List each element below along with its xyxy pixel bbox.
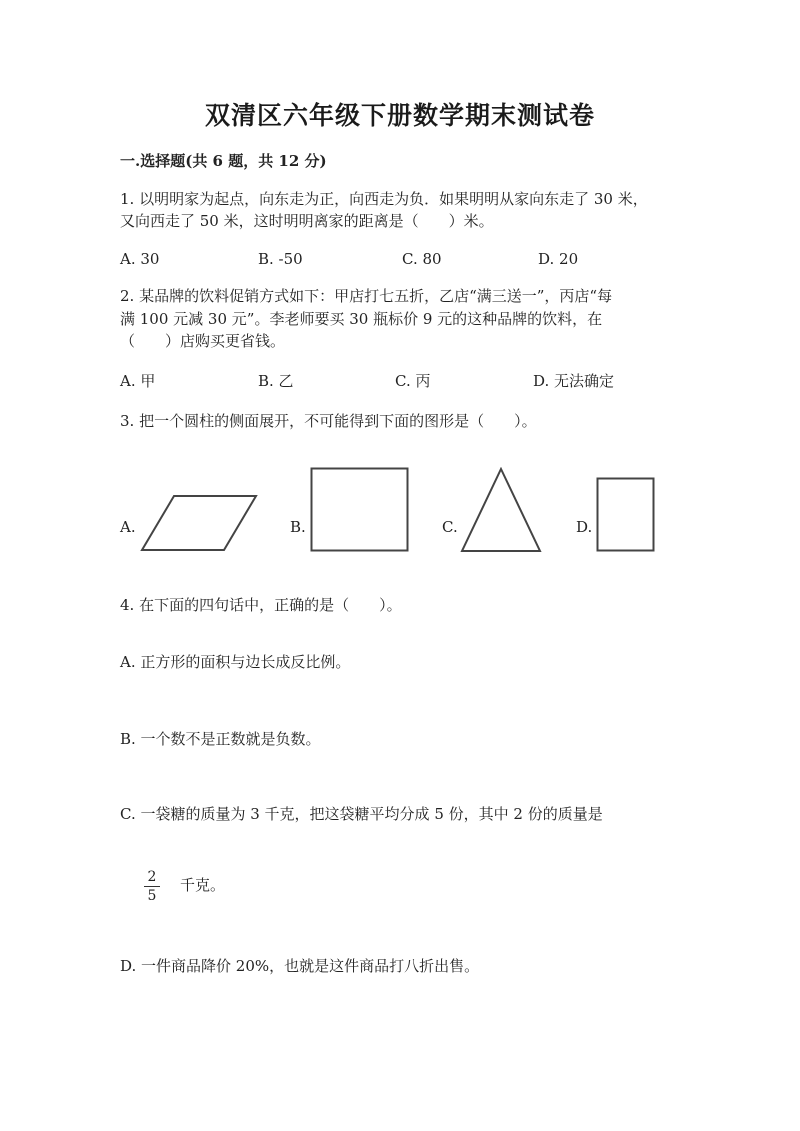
- q1-line-1: 1. 以明明家为起点，向东走为正，向西走为负．如果明明从家向东走了 30 米，: [120, 190, 648, 208]
- q3-label-d[interactable]: D.: [576, 518, 593, 536]
- q3-label-a[interactable]: A.: [120, 518, 136, 536]
- q1-line-2: 又向西走了 50 米，这时明明离家的距离是（ ）米。: [120, 212, 494, 230]
- rectangle-shape: [596, 477, 656, 553]
- q2-line-1: 2. 某品牌的饮料促销方式如下：甲店打七五折，乙店“满三送一”，丙店“每: [120, 287, 613, 305]
- q3-label-b[interactable]: B.: [290, 518, 306, 536]
- q2-option-d[interactable]: D. 无法确定: [533, 372, 615, 390]
- q3-label-c[interactable]: C.: [442, 518, 458, 536]
- fraction-denominator: 5: [147, 888, 157, 904]
- square-shape: [310, 467, 410, 553]
- q4-text: 4. 在下面的四句话中，正确的是（ ）。: [120, 596, 402, 614]
- q1-option-d[interactable]: D. 20: [538, 250, 579, 268]
- q2-line-2: 满 100 元减 30 元”。李老师要买 30 瓶标价 9 元的这种品牌的饮料，在: [120, 310, 603, 328]
- q2-option-b[interactable]: B. 乙: [258, 372, 294, 390]
- q2-line-3: （ ）店购买更省钱。: [120, 332, 286, 350]
- q1-option-c[interactable]: C. 80: [402, 250, 442, 268]
- q1-option-b[interactable]: B. -50: [258, 250, 303, 268]
- q4-option-c[interactable]: C. 一袋糖的质量为 3 千克，把这袋糖平均分成 5 份，其中 2 份的质量是: [120, 805, 603, 823]
- triangle-shape: [460, 467, 542, 553]
- q3-text: 3. 把一个圆柱的侧面展开，不可能得到下面的图形是（ ）。: [120, 412, 537, 430]
- fraction-two-fifths: [144, 869, 160, 904]
- q2-option-a[interactable]: A. 甲: [120, 372, 156, 390]
- fraction-numerator: 2: [144, 869, 160, 887]
- q1-option-a[interactable]: A. 30: [120, 250, 160, 268]
- q4-option-d[interactable]: D. 一件商品降价 20%，也就是这件商品打八折出售。: [120, 957, 480, 975]
- q4-option-b[interactable]: B. 一个数不是正数就是负数。: [120, 730, 321, 748]
- q2-option-c[interactable]: C. 丙: [395, 372, 431, 390]
- q4-option-c-unit: 千克。: [180, 876, 226, 894]
- q4-option-a[interactable]: A. 正方形的面积与边长成反比例。: [120, 653, 351, 671]
- exam-title: 双清区六年级下册数学期末测试卷: [204, 101, 595, 130]
- section-heading: 一.选择题(共 6 题，共 12 分): [120, 152, 327, 170]
- parallelogram-shape: [140, 494, 260, 552]
